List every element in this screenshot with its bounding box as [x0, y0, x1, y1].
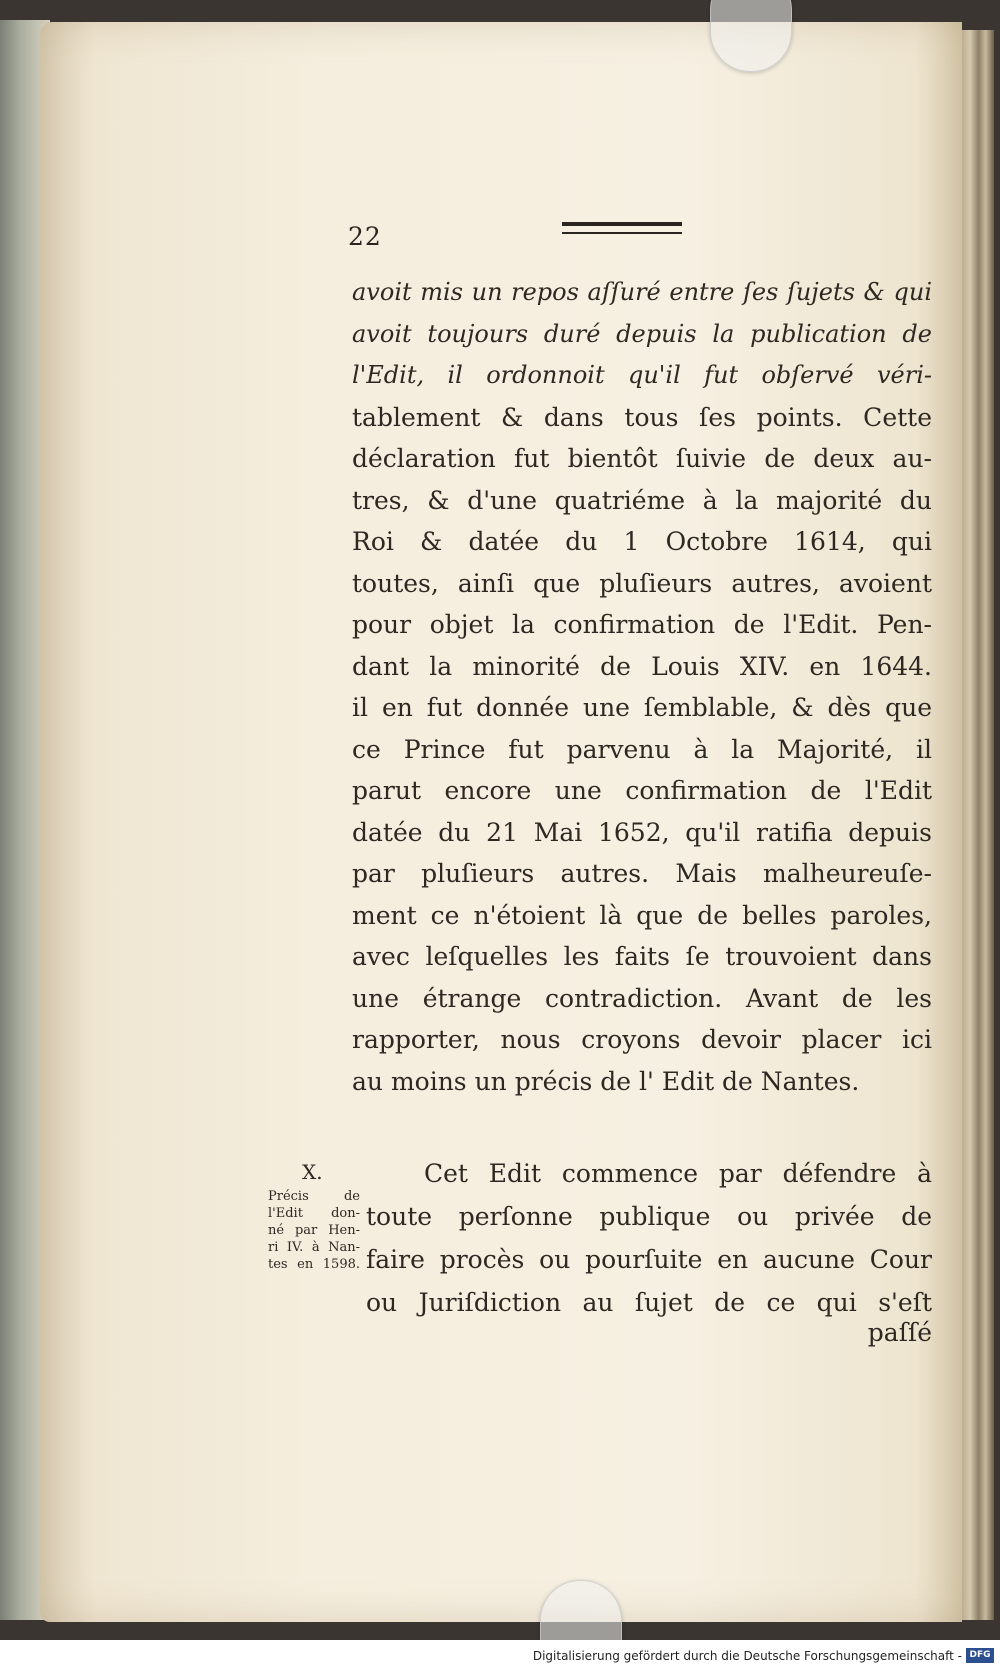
- text-line: ment ce n'étoient là que de belles paroles,: [352, 900, 932, 930]
- funding-credit: Digitalisierung gefördert durch die Deutsche Forschungsgemeinschaft -: [532, 1649, 962, 1663]
- catchword: paſſé: [867, 1318, 932, 1347]
- text-line: il en fut donnée une ſemblable, & dès que: [352, 693, 932, 722]
- text-line: au moins un précis de l' Edit de Nantes.: [352, 1066, 860, 1096]
- margin-note-line: Précis de: [268, 1189, 360, 1204]
- text-line: datée du 21 Mai 1652, qu'il ratifia depuis: [352, 817, 932, 847]
- text-line: parut encore une confirmation de l'Edit: [352, 776, 932, 805]
- text-line: rapporter, nous croyons devoir placer ici: [352, 1025, 932, 1054]
- text-line: avoit mis un repos aſſuré entre ſes ſujets & qui: [352, 278, 932, 306]
- text-line: avec leſquelles les faits ſe trouvoient dans: [352, 942, 932, 971]
- dfg-logo: DFG: [966, 1648, 994, 1663]
- section-paragraph: [366, 1152, 932, 1324]
- text-line: tres, & d'une quatriéme à la majorité du: [352, 485, 932, 515]
- text-line: par pluſieurs autres. Mais malheureuſe-: [352, 859, 932, 888]
- text-line: faire procès ou pourſuite en aucune Cour: [366, 1245, 932, 1274]
- margin-note-line: ri IV. à Nan-: [268, 1240, 360, 1255]
- text-line: avoit toujours duré depuis la publication de: [352, 319, 932, 348]
- text-line: dant la minorité de Louis XIV. en 1644.: [352, 651, 932, 681]
- header-rule: [562, 222, 682, 234]
- margin-note-line: tes en 1598.: [268, 1257, 360, 1272]
- text-line: l'Edit, il ordonnoit qu'il fut obſervé véri-: [352, 361, 932, 389]
- text-line: Roi & datée du 1 Octobre 1614, qui: [352, 527, 932, 556]
- page-stack-edge: [960, 30, 994, 1620]
- text-line: une étrange contradiction. Avant de les: [352, 983, 932, 1013]
- margin-note-line: l'Edit don-: [268, 1206, 360, 1221]
- margin-note: [268, 1188, 360, 1273]
- text-line: ce Prince fut parvenu à la Majorité, il: [352, 734, 932, 764]
- text-line: tablement & dans tous ſes points. Cette: [352, 402, 932, 432]
- text-line: Cet Edit commence par défendre à: [424, 1159, 932, 1188]
- text-line: ou Juriſdiction au ſujet de ce qui s'eſt: [366, 1288, 932, 1317]
- text-line: pour objet la confirmation de l'Edit. Pen-: [352, 610, 932, 639]
- main-text-block: [352, 272, 932, 1102]
- text-line: déclaration fut bientôt ſuivie de deux au-: [352, 444, 932, 473]
- margin-note-line: né par Hen-: [268, 1223, 360, 1238]
- text-line: toute perſonne publique ou privée de: [366, 1202, 932, 1231]
- section-number: X.: [302, 1160, 323, 1184]
- text-line: toutes, ainſi que pluſieurs autres, avoient: [352, 568, 932, 598]
- page-number: 22: [348, 222, 382, 251]
- footer-bar: [0, 1640, 1000, 1673]
